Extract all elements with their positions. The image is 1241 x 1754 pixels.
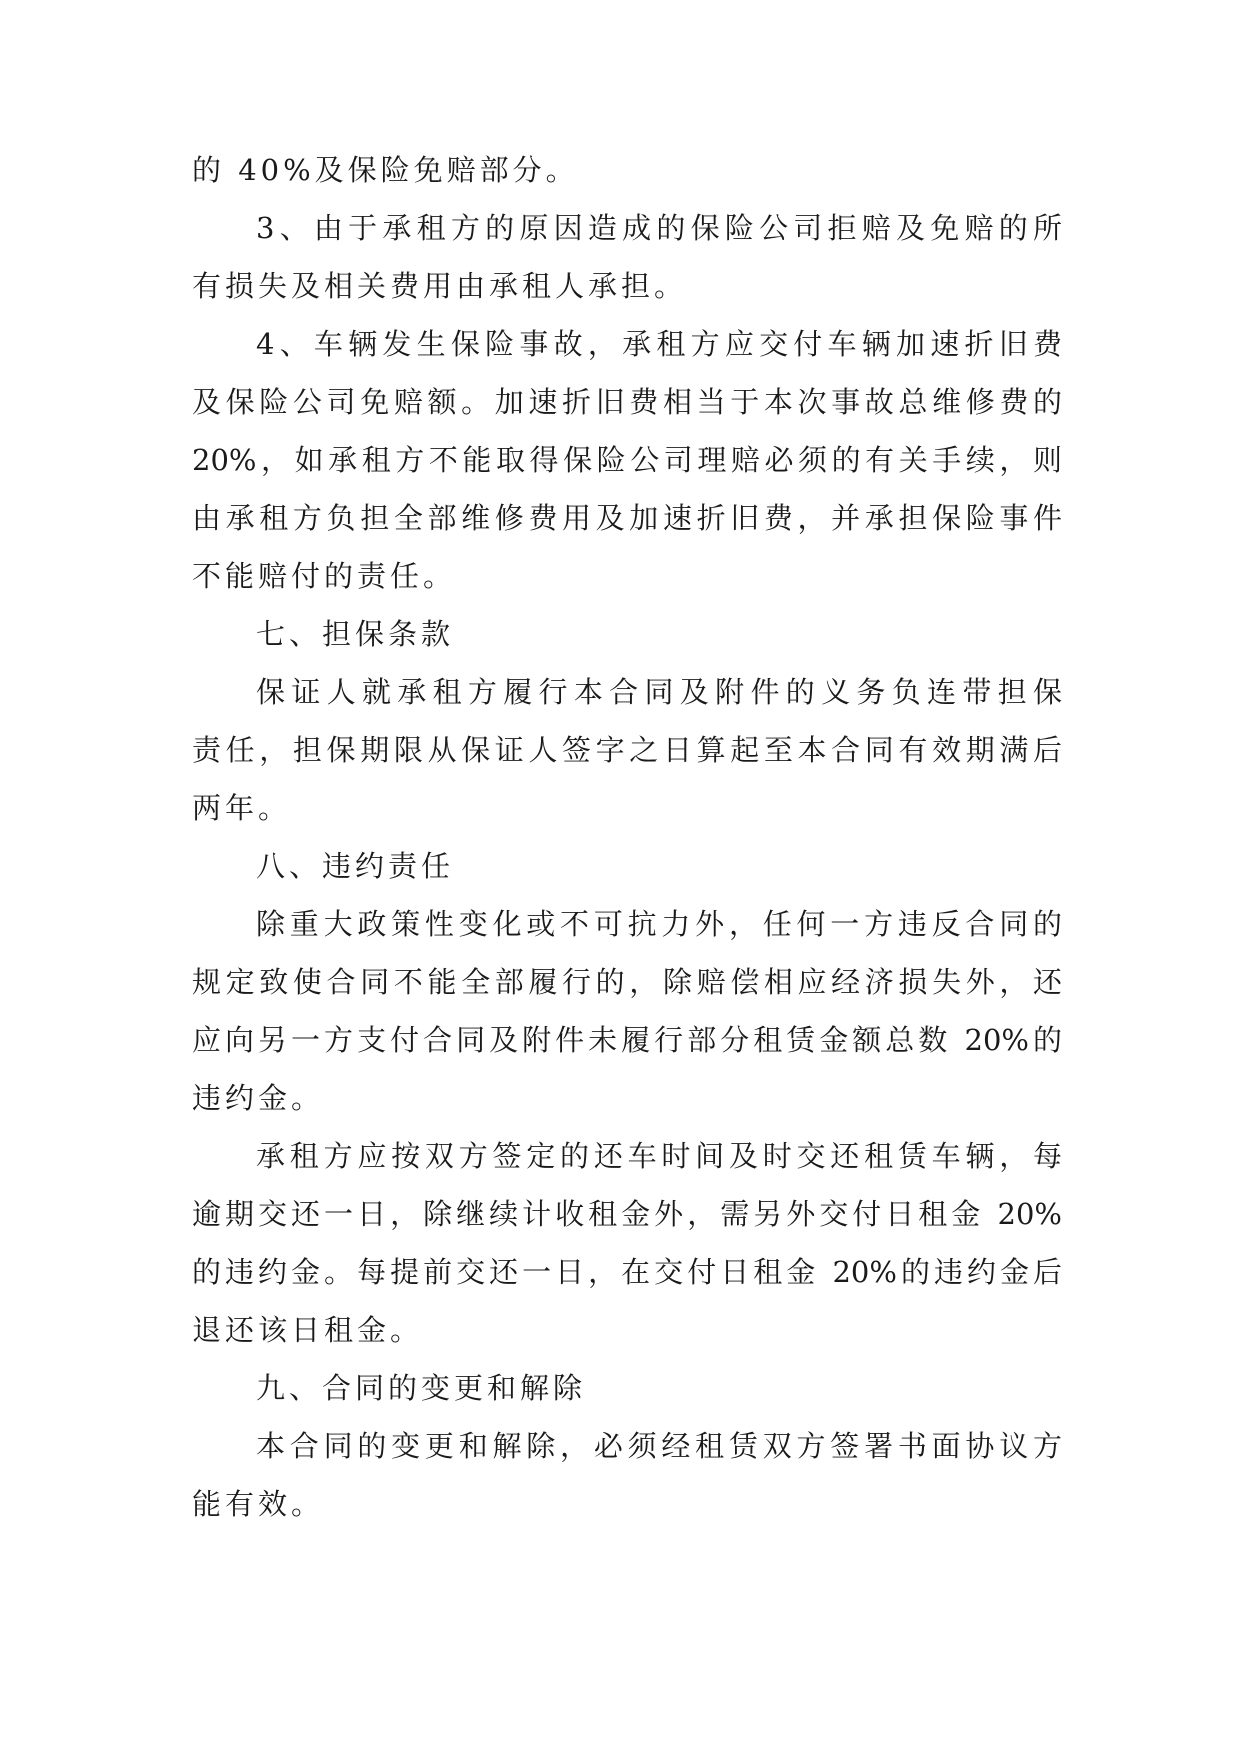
text-line: 规定致使合同不能全部履行的，除赔偿相应经济损失外，还 xyxy=(192,965,1062,999)
text-line: 不能赔付的责任。 xyxy=(192,559,457,593)
text-line: 退还该日租金。 xyxy=(192,1313,424,1347)
text-line: 由承租方负担全部维修费用及加速折旧费，并承担保险事件 xyxy=(192,501,1062,535)
text-line: 责任，担保期限从保证人签字之日算起至本合同有效期满后 xyxy=(192,733,1062,767)
text-line: 保证人就承租方履行本合同及附件的义务负连带担保 xyxy=(256,675,1062,709)
text-line: 两年。 xyxy=(192,791,292,825)
text-line: 能有效。 xyxy=(192,1487,325,1521)
section-heading: 八、违约责任 xyxy=(256,849,455,883)
text-line: 承租方应按双方签定的还车时间及时交还租赁车辆，每 xyxy=(256,1139,1062,1173)
text-line: 3、由于承租方的原因造成的保险公司拒赔及免赔的所 xyxy=(256,211,1062,245)
section-heading: 七、担保条款 xyxy=(256,617,455,651)
text-line: 有损失及相关费用由承租人承担。 xyxy=(192,269,688,303)
text-line: 4、车辆发生保险事故，承租方应交付车辆加速折旧费 xyxy=(256,327,1062,361)
text-line: 本合同的变更和解除，必须经租赁双方签署书面协议方 xyxy=(256,1429,1062,1463)
text-line: 除重大政策性变化或不可抗力外，任何一方违反合同的 xyxy=(256,907,1062,941)
text-line: 逾期交还一日，除继续计收租金外，需另外交付日租金 20% xyxy=(192,1197,1062,1231)
section-heading: 九、合同的变更和解除 xyxy=(256,1371,587,1405)
text-line: 20%，如承租方不能取得保险公司理赔必须的有关手续，则 xyxy=(192,443,1062,477)
text-line: 违约金。 xyxy=(192,1081,325,1115)
text-line: 应向另一方支付合同及附件未履行部分租赁金额总数 20%的 xyxy=(192,1023,1062,1057)
text-line: 及保险公司免赔额。加速折旧费相当于本次事故总维修费的 xyxy=(192,385,1062,419)
text-line: 的 40%及保险免赔部分。 xyxy=(192,153,579,187)
text-line: 的违约金。每提前交还一日，在交付日租金 20%的违约金后 xyxy=(192,1255,1062,1289)
